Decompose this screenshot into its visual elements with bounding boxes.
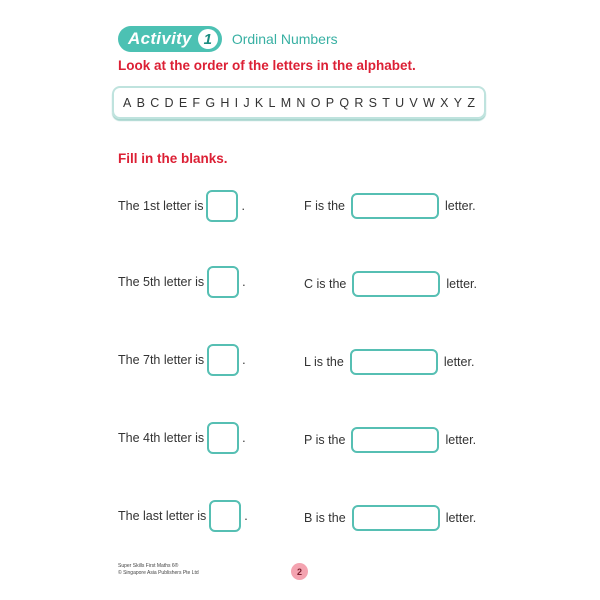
alphabet-letter: L — [268, 95, 276, 110]
alphabet-letter: Z — [467, 95, 475, 110]
question-text: F is the — [304, 199, 345, 213]
alphabet-letter: T — [382, 95, 390, 110]
answer-box-ordinal-5[interactable] — [352, 505, 440, 531]
answer-box-letter-5[interactable] — [209, 500, 241, 532]
question-suffix: letter. — [446, 277, 477, 291]
question-suffix: letter. — [443, 355, 475, 369]
alphabet-letter: D — [164, 95, 174, 110]
alphabet-letter: C — [150, 95, 160, 110]
alphabet-letter: V — [409, 95, 418, 110]
alphabet-letter: K — [254, 95, 264, 110]
period: . — [242, 431, 246, 445]
answer-box-ordinal-1[interactable] — [351, 193, 439, 219]
answer-box-letter-1[interactable] — [206, 190, 238, 222]
alphabet-letter: H — [220, 95, 230, 110]
alphabet-letter: N — [296, 95, 306, 110]
period: . — [244, 509, 248, 523]
answer-box-ordinal-4[interactable] — [351, 427, 439, 453]
question-left-4 — [118, 422, 246, 454]
activity-number: 1 — [198, 29, 218, 49]
question-left-2 — [118, 266, 246, 298]
footer-copyright: © Singapore Asia Publishers Pte Ltd — [118, 569, 199, 576]
question-right-2 — [304, 271, 477, 297]
alphabet-letter: X — [440, 95, 449, 110]
answer-box-ordinal-3[interactable] — [350, 349, 438, 375]
question-text: P is the — [304, 433, 346, 447]
activity-label: Activity — [128, 29, 192, 48]
answer-box-ordinal-2[interactable] — [352, 271, 440, 297]
alphabet-letter: U — [395, 95, 405, 110]
answer-box-letter-4[interactable] — [207, 422, 239, 454]
question-right-4 — [304, 427, 476, 453]
activity-title: Ordinal Numbers — [231, 31, 338, 47]
question-text: B is the — [304, 511, 346, 525]
period: . — [241, 199, 245, 213]
alphabet-strip — [112, 86, 486, 119]
question-suffix: letter. — [445, 511, 477, 525]
alphabet-letter: J — [243, 95, 250, 110]
alphabet-letter: I — [234, 95, 239, 110]
answer-box-letter-3[interactable] — [207, 344, 239, 376]
question-suffix: letter. — [445, 199, 476, 213]
question-suffix: letter. — [445, 433, 477, 447]
question-left-3 — [118, 344, 246, 376]
period: . — [242, 353, 246, 367]
question-left-5 — [118, 500, 248, 532]
question-text: The 1st letter is — [118, 199, 204, 213]
question-text: L is the — [304, 355, 344, 369]
question-text: The 7th letter is — [118, 353, 205, 367]
answer-box-letter-2[interactable] — [207, 266, 239, 298]
instruction-fill-blanks: Fill in the blanks. — [118, 151, 228, 166]
question-text: C is the — [304, 277, 347, 291]
alphabet-letter: E — [178, 95, 188, 110]
page-number-badge: 2 — [291, 563, 308, 580]
alphabet-letter: A — [123, 95, 132, 110]
alphabet-letter: P — [325, 95, 335, 110]
alphabet-letter: R — [354, 95, 364, 110]
question-right-1 — [304, 193, 476, 219]
alphabet-letter: Y — [453, 95, 463, 110]
alphabet-letter: S — [368, 95, 377, 110]
alphabet-letter: M — [280, 95, 292, 110]
instruction-alphabet: Look at the order of the letters in the alphabet. — [118, 58, 416, 73]
alphabet-letter: O — [310, 95, 321, 110]
activity-header — [118, 26, 338, 52]
activity-badge — [118, 26, 222, 52]
alphabet-letter: B — [136, 95, 145, 110]
question-text: The 5th letter is — [118, 275, 205, 289]
question-right-5 — [304, 505, 476, 531]
alphabet-letter: F — [192, 95, 201, 110]
question-left-1 — [118, 190, 245, 222]
question-right-3 — [304, 349, 474, 375]
alphabet-letter: W — [423, 95, 435, 110]
footer-book-title: Super Skills First Maths 6® — [118, 563, 179, 569]
period: . — [242, 275, 246, 289]
question-text: The 4th letter is — [118, 431, 205, 445]
question-text: The last letter is — [118, 509, 207, 523]
alphabet-letter: Q — [339, 95, 350, 110]
footer-credits — [118, 563, 199, 576]
alphabet-letter: G — [205, 95, 216, 110]
